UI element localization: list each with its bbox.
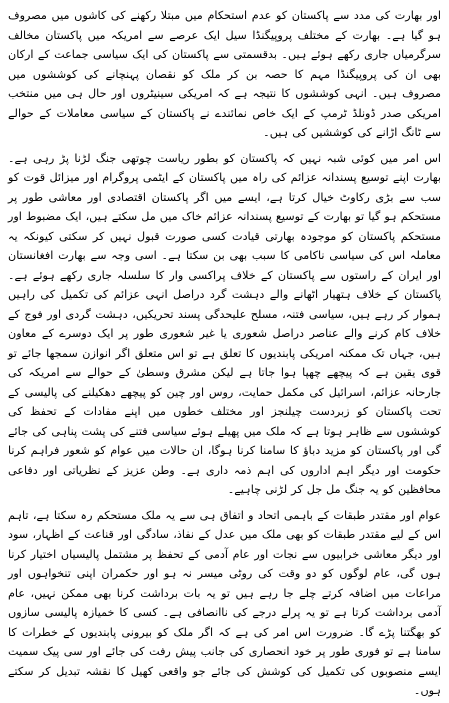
paragraph-1: اور بھارت کی مدد سے پاکستان کو عدم استحکام میں مبتلا رکھنے کی کاشوں میں مصروف ہو گیا ہے۔ بھارت کے مختلف پروپیگنڈا سیل ایک عرصے سے امریکہ میں پاکستان مخالف سرگرمیاں جاری رکھے ہوئے ہیں۔ بدقسمتی سے پاکستان کی ایک سیاسی جماعت کے ارکان بھی ان کی پروپیگنڈا مہم کا حصہ بن کر ملک کو نقصان پہنچانے کی کوششوں میں مصروف ہیں۔ انہی کوششوں کا نتیجہ ہے کہ امریکی سینیٹروں اور حال ہی میں منتخب امریکی صدر ڈونلڈ ٹرمپ کے ایک خاص نمائندے نے پاکستان کے سیاسی معاملات کے حوالے سے ٹانگ اڑانے کی کوششیں کی ہیں۔ <box>8 9 441 139</box>
paragraph-2: اس امر میں کوئی شبہ نہیں کہ پاکستان کو بطور ریاست چوتھی جنگ لڑنا پڑ رہی ہے۔ بھارت اپنے توسیع پسندانہ عزائم کی راہ میں پاکستان کے ایٹمی پروگرام اور میزائل قوت کو سب سے بڑی رکاوٹ خیال کرتا ہے، ایسے میں اگر پاکستان اقتصادی اور معاشی طور پر مستحکم ہو گیا تو بھارت کے توسیع پسندانہ عزائم خاک میں مل سکتے ہیں، ایک مضبوط اور مستحکم پاکستان کو موجودہ بھارتی قیادت کسی صورت قبول نہیں کر سکتی کیونکہ یہ معاملہ اس کی سیاسی ناکامی کا سبب بھی بن سکتا ہے۔ اسی وجہ سے بھارت افغانستان اور ایران کے راستوں سے پاکستان کے خلاف پراکسی وار کا سلسلہ جاری رکھے ہوئے ہے۔ پاکستان کے خلاف ہتھیار اٹھانے والے دہشت گرد دراصل انہی عزائم کی تکمیل کی راہیں ہموار کر رہے ہیں، سیاسی فتنہ، مسلح علیحدگی پسند تحریکیں، دہشت گردی اور فوج کے خلاف کام کرنے والے عناصر دراصل شعوری یا غیر شعوری طور پر ایک دوسرے کے معاون ہیں، جہاں تک ممکنہ امریکی پابندیوں کا تعلق ہے تو اس متعلق اگر انوازن سمجھا جائے تو قوی یقین ہے کہ پیچھے چھپا ہوا جاتا ہے لیکن مشرق وسطیٰ کے حوالے سے امریکہ کی جارحانہ عزائم، اسرائیل کی مکمل حمایت، روس اور چین کو پیچھے دھکیلنے کی پالیسی کے تحت پاکستان کو زبردست چیلنجز اور مختلف خطوں میں اپنے مفادات کے تحفظ کی کوششوں سے ظاہر ہوتا ہے کہ ملک میں پھیلے ہوئے سیاسی فتنے کی پشت پناہی کی جائے گی اور پاکستان کو مزید دباؤ کا سامنا کرنا ہوگا، ان حالات میں عوام کو شعور فراہم کرنا حکومت اور دیگر اہم اداروں کی اہم ذمہ داری ہے۔ وطن عزیز کے نظریاتی اور دفاعی محافظین کو یہ جنگ مل جل کر لڑنی چاہیے۔ <box>8 151 441 496</box>
paragraph-3: عوام اور مقتدر طبقات کے باہمی اتحاد و اتفاق ہی سے یہ ملک مستحکم رہ سکتا ہے، تاہم اس کے لیے مقتدر طبقات کو بھی ملک میں عدل کے نفاذ، سادگی اور قناعت کے اظہار، سود اور دیگر معاشی خرابیوں سے نجات اور عام آدمی کے تحفظ پر مشتمل پالیسیاں اختیار کرنا ہوں گی، عام لوگوں کو دو وقت کی روٹی میسر نہ ہو اور حکمران اپنی تنخواہوں اور مراعات میں اضافہ کرتے چلے جا رہے ہیں تو یہ بات برداشت کرنا بھی ممکن نہیں، عام آدمی برداشت کرتا ہے تو یہ پرلے درجے کی ناانصافی ہے۔ کسی کا خمیازہ پالیسی سازوں کو بھگتنا پڑے گا۔ ضرورت اس امر کی ہے کہ اگر ملک کو بیرونی پابندیوں کے خطرات کا سامنا ہے تو فوری طور پر خود انحصاری کی جانب پیش رفت کی جائے اور سی پیک سمیت ایسے منصوبوں کی تکمیل کی کوشش کی جائے جو واقعی کھیل کا نقشہ تبدیل کر سکتے ہوں۔ <box>8 508 441 697</box>
